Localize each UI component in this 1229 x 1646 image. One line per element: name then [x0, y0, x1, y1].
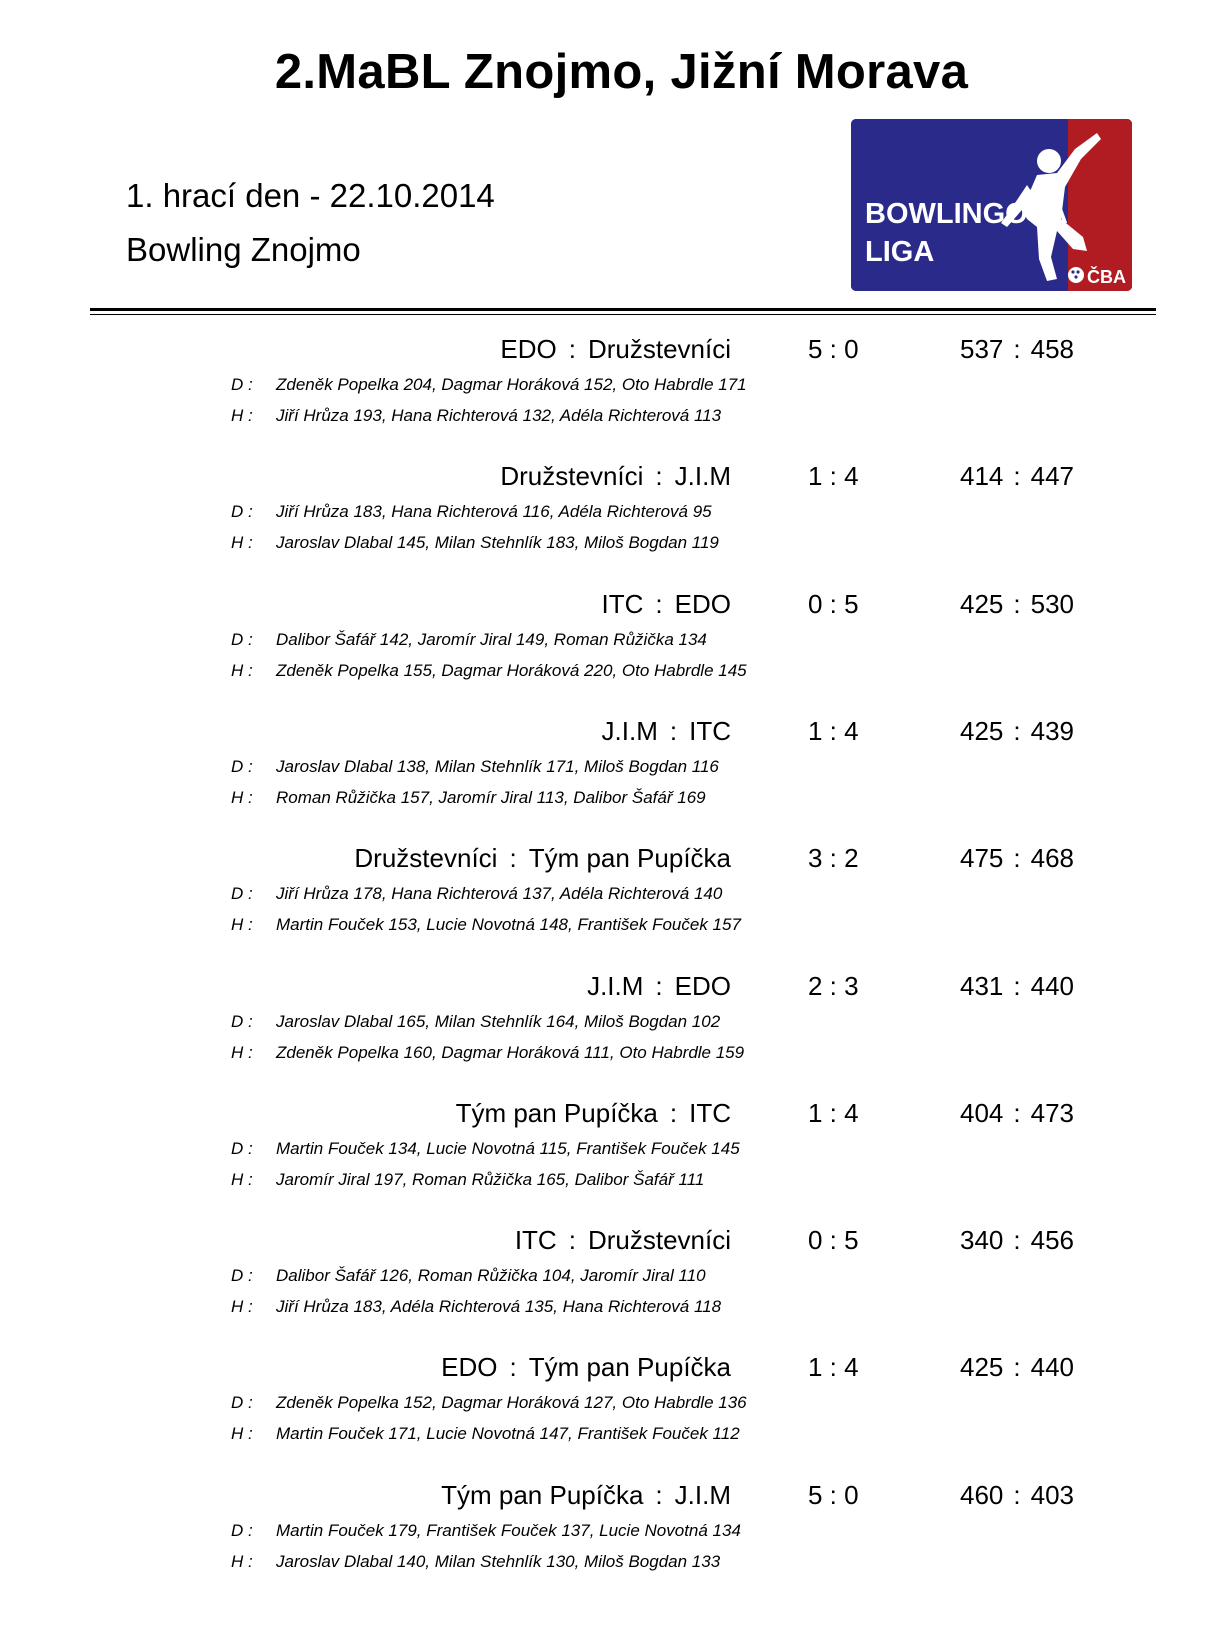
home-label: D : — [231, 757, 253, 776]
away-players: Jiří Hrůza 183, Adéla Richterová 135, Hana Richterová 118 — [276, 1297, 722, 1316]
home-players: Zdeněk Popelka 152, Dagmar Horáková 127, Oto Habrdle 136 — [276, 1393, 747, 1412]
match-points: 1 : 4 — [808, 716, 859, 746]
away-label: H : — [231, 915, 253, 934]
match-pins — [960, 716, 1074, 746]
away-label: H : — [231, 406, 253, 425]
away-pins: 440 — [1030, 971, 1075, 1001]
away-pins: 456 — [1030, 1225, 1075, 1255]
away-players-line — [231, 1424, 740, 1444]
team-separator: : — [655, 461, 663, 491]
home-team: Družstevníci — [500, 461, 644, 491]
home-pins: 425 — [960, 589, 1004, 619]
away-players-line — [231, 1297, 721, 1317]
team-separator: : — [655, 1480, 663, 1510]
home-players-line — [231, 1521, 741, 1541]
match-block — [0, 1098, 1229, 1218]
match-block — [0, 461, 1229, 581]
away-players: Jaromír Jiral 197, Roman Růžička 165, Dalibor Šafář 111 — [276, 1170, 705, 1189]
away-label: H : — [231, 661, 253, 680]
away-pins: 530 — [1030, 589, 1075, 619]
home-label: D : — [231, 502, 253, 521]
away-players: Jiří Hrůza 193, Hana Richterová 132, Adéla Richterová 113 — [276, 406, 722, 425]
away-pins: 458 — [1030, 334, 1075, 364]
pins-separator: : — [1013, 589, 1021, 619]
home-team: J.I.M — [601, 716, 658, 746]
home-team: Družstevníci — [354, 843, 498, 873]
home-players-line — [231, 375, 747, 395]
home-players-line — [231, 757, 719, 777]
home-players: Dalibor Šafář 126, Roman Růžička 104, Jaromír Jiral 110 — [276, 1266, 706, 1285]
home-pins: 475 — [960, 843, 1004, 873]
away-team: Tým pan Pupíčka — [528, 1352, 731, 1382]
away-team: ITC — [689, 1098, 731, 1128]
away-team: J.I.M — [674, 461, 731, 491]
home-label: D : — [231, 1393, 253, 1412]
match-block — [0, 843, 1229, 963]
header-divider — [90, 308, 1156, 311]
away-pins: 447 — [1030, 461, 1075, 491]
home-pins: 414 — [960, 461, 1004, 491]
away-players: Jaroslav Dlabal 145, Milan Stehnlík 183, Miloš Bogdan 119 — [276, 533, 719, 552]
home-team: ITC — [514, 1225, 557, 1255]
home-team: Tým pan Pupíčka — [441, 1480, 644, 1510]
pins-separator: : — [1013, 461, 1021, 491]
away-players-line — [231, 1043, 744, 1063]
home-players: Jaroslav Dlabal 165, Milan Stehnlík 164, Miloš Bogdan 102 — [276, 1012, 721, 1031]
match-teams — [441, 1352, 731, 1382]
away-players: Martin Fouček 171, Lucie Novotná 147, František Fouček 112 — [276, 1424, 740, 1443]
home-players: Martin Fouček 179, František Fouček 137, Lucie Novotná 134 — [276, 1521, 741, 1540]
away-label: H : — [231, 1043, 253, 1062]
match-points: 0 : 5 — [808, 589, 859, 619]
away-label: H : — [231, 533, 253, 552]
home-label: D : — [231, 1266, 253, 1285]
league-logo — [851, 119, 1132, 291]
pins-separator: : — [1013, 1098, 1021, 1128]
match-pins — [960, 1098, 1074, 1128]
team-separator: : — [509, 1352, 517, 1382]
home-team: Tým pan Pupíčka — [455, 1098, 658, 1128]
team-separator: : — [568, 334, 576, 364]
home-players-line — [231, 884, 722, 904]
match-block — [0, 1480, 1229, 1600]
match-pins — [960, 971, 1074, 1001]
home-team: ITC — [601, 589, 644, 619]
match-points: 1 : 4 — [808, 1098, 859, 1128]
home-label: D : — [231, 1012, 253, 1031]
pins-separator: : — [1013, 334, 1021, 364]
team-separator: : — [669, 1098, 678, 1128]
home-pins: 460 — [960, 1480, 1004, 1510]
away-players-line — [231, 1552, 720, 1572]
home-pins: 425 — [960, 716, 1004, 746]
home-pins: 340 — [960, 1225, 1004, 1255]
pins-separator: : — [1013, 1480, 1021, 1510]
away-players: Zdeněk Popelka 160, Dagmar Horáková 111, Oto Habrdle 159 — [276, 1043, 745, 1062]
match-pins — [960, 1352, 1074, 1382]
match-points: 5 : 0 — [808, 334, 859, 364]
match-block — [0, 334, 1229, 454]
match-block — [0, 716, 1229, 836]
away-team: Tým pan Pupíčka — [528, 843, 731, 873]
away-players-line — [231, 915, 741, 935]
home-players: Dalibor Šafář 142, Jaromír Jiral 149, Roman Růžička 134 — [276, 630, 707, 649]
home-players: Martin Fouček 134, Lucie Novotná 115, František Fouček 145 — [276, 1139, 740, 1158]
home-pins: 537 — [960, 334, 1004, 364]
match-teams — [500, 334, 731, 364]
away-team: Družstevníci — [587, 334, 731, 364]
home-label: D : — [231, 1521, 253, 1540]
away-team: Družstevníci — [587, 1225, 731, 1255]
home-players-line — [231, 1393, 747, 1413]
away-label: H : — [231, 788, 253, 807]
away-players-line — [231, 406, 721, 426]
home-label: D : — [231, 375, 253, 394]
match-points: 5 : 0 — [808, 1480, 859, 1510]
home-players: Jiří Hrůza 183, Hana Richterová 116, Adéla Richterová 95 — [276, 502, 712, 521]
match-points: 3 : 2 — [808, 843, 859, 873]
pins-separator: : — [1013, 1225, 1021, 1255]
match-teams — [587, 971, 731, 1001]
match-points: 1 : 4 — [808, 461, 859, 491]
home-players-line — [231, 630, 707, 650]
team-separator: : — [509, 843, 517, 873]
pins-separator: : — [1013, 1352, 1021, 1382]
home-team: J.I.M — [587, 971, 644, 1001]
match-teams — [456, 1098, 731, 1128]
team-separator: : — [669, 716, 678, 746]
match-day: 1. hrací den - 22.10.2014 — [126, 177, 495, 214]
home-players-line — [231, 502, 712, 522]
pins-separator: : — [1013, 843, 1021, 873]
away-players-line — [231, 1170, 704, 1190]
home-players: Jaroslav Dlabal 138, Milan Stehnlík 171, Miloš Bogdan 116 — [276, 757, 719, 776]
match-block — [0, 971, 1229, 1091]
team-separator: : — [655, 971, 663, 1001]
home-team: EDO — [441, 1352, 498, 1382]
pins-separator: : — [1013, 716, 1021, 746]
page-title: 2.MaBL Znojmo, Jižní Morava — [274, 45, 969, 99]
home-players: Jiří Hrůza 178, Hana Richterová 137, Adéla Richterová 140 — [276, 884, 723, 903]
logo-badge: ČBA — [1087, 267, 1126, 287]
away-players-line — [231, 533, 719, 553]
match-teams — [354, 843, 731, 873]
away-pins: 439 — [1030, 716, 1075, 746]
match-block — [0, 1352, 1229, 1472]
match-teams — [515, 1225, 731, 1255]
home-pins: 431 — [960, 971, 1004, 1001]
away-pins: 440 — [1030, 1352, 1075, 1382]
home-label: D : — [231, 630, 253, 649]
header-divider-thin — [90, 314, 1156, 315]
team-separator: : — [655, 589, 663, 619]
match-points: 0 : 5 — [808, 1225, 859, 1255]
away-label: H : — [231, 1424, 253, 1443]
pins-separator: : — [1013, 971, 1021, 1001]
match-block — [0, 1225, 1229, 1345]
venue: Bowling Znojmo — [126, 231, 361, 268]
home-pins: 404 — [960, 1098, 1004, 1128]
match-teams — [602, 716, 731, 746]
away-players: Zdeněk Popelka 155, Dagmar Horáková 220, Oto Habrdle 145 — [276, 661, 747, 680]
home-label: D : — [231, 1139, 253, 1158]
match-pins — [960, 843, 1074, 873]
match-teams — [602, 589, 731, 619]
home-players-line — [231, 1139, 740, 1159]
away-pins: 403 — [1030, 1480, 1075, 1510]
match-points: 2 : 3 — [808, 971, 859, 1001]
match-teams — [441, 1480, 731, 1510]
match-pins — [960, 1225, 1074, 1255]
away-team: ITC — [689, 716, 731, 746]
match-block — [0, 589, 1229, 709]
match-pins — [960, 1480, 1074, 1510]
away-team: J.I.M — [674, 1480, 731, 1510]
home-players-line — [231, 1266, 706, 1286]
logo-text-line2: LIGA — [865, 236, 935, 268]
away-label: H : — [231, 1297, 253, 1316]
away-pins: 473 — [1030, 1098, 1075, 1128]
away-pins: 468 — [1030, 843, 1075, 873]
home-pins: 425 — [960, 1352, 1004, 1382]
home-players-line — [231, 1012, 720, 1032]
away-team: EDO — [674, 971, 731, 1001]
match-points: 1 : 4 — [808, 1352, 859, 1382]
match-pins — [960, 461, 1074, 491]
home-label: D : — [231, 884, 253, 903]
team-separator: : — [568, 1225, 576, 1255]
away-players: Jaroslav Dlabal 140, Milan Stehnlík 130, Miloš Bogdan 133 — [276, 1552, 721, 1571]
away-players: Roman Růžička 157, Jaromír Jiral 113, Dalibor Šafář 169 — [276, 788, 706, 807]
away-players-line — [231, 661, 747, 681]
away-players-line — [231, 788, 706, 808]
away-label: H : — [231, 1552, 253, 1571]
away-team: EDO — [674, 589, 731, 619]
home-team: EDO — [500, 334, 557, 364]
match-pins — [960, 334, 1074, 364]
match-teams — [500, 461, 731, 491]
away-players: Martin Fouček 153, Lucie Novotná 148, František Fouček 157 — [276, 915, 741, 934]
logo-text-line1: BOWLINGOVÁ — [865, 198, 1068, 230]
home-players: Zdeněk Popelka 204, Dagmar Horáková 152, Oto Habrdle 171 — [276, 375, 747, 394]
away-label: H : — [231, 1170, 253, 1189]
match-pins — [960, 589, 1074, 619]
